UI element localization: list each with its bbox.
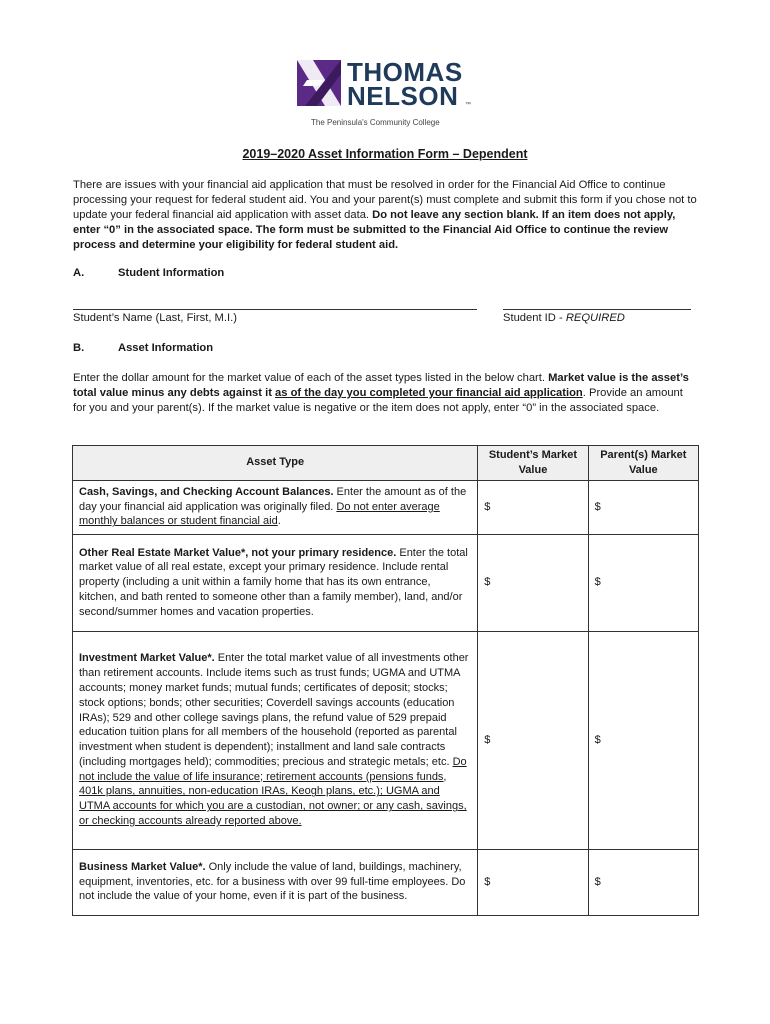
section-b-title: Asset Information <box>118 342 214 354</box>
student-id-input[interactable] <box>503 309 691 310</box>
asset-instructions-bold: Market value is the asset’s total value minus any debts against it <box>73 372 689 399</box>
table-header-row <box>73 446 699 481</box>
asset-heading: Investment Market Value*. <box>79 652 215 665</box>
table-row <box>73 534 699 631</box>
section-a-letter: A. <box>73 267 85 279</box>
asset-heading: Other Real Estate Market Value*, not your primary residence. <box>79 546 397 559</box>
parent-value-field[interactable]: $ <box>588 480 698 534</box>
college-logo <box>297 58 477 130</box>
asset-heading: Business Market Value*. <box>79 860 206 873</box>
form-title: 2019–2020 Asset Information Form – Dependent <box>242 147 528 161</box>
asset-instructions-tail: . Provide an amount for you and your parent(s). If the market value is negative or the item does not apply, enter “0” in the associated space. <box>73 387 683 414</box>
intro-text: There are issues with your financial aid application that must be resolved in order for the Financial Aid Office to continue processing your request for federal student aid. You and your parent(s) must complete and submit this form if you chose not to update your federal financial aid application with asset data. <box>73 179 697 221</box>
section-b-letter: B. <box>73 342 85 354</box>
section-a-title: Student Information <box>118 267 225 279</box>
student-name-input[interactable] <box>73 309 477 310</box>
asset-heading: Cash, Savings, and Checking Account Balances. <box>79 485 334 498</box>
asset-text: Enter the total market value of all real estate, except your primary residence. Include rental property (including a unit within a family home that has its own entrance, kitchen, and bath rented to someone other than a family member), land, and/or second/summer homes and vacation properties. <box>79 546 468 618</box>
intro-bold-text: Do not leave any section blank. If an item does not apply, enter “0” in the associated space. The form must be submitted to the Financial Aid Office to continue the review process and determine your eligibility for federal student aid. <box>73 209 676 251</box>
asset-text: Only include the value of land, buildings, machinery, equipment, inventories, etc. for a business with over 99 full-time employees. Do not include the value of your home, even if it is part of the business. <box>79 860 466 903</box>
table-row <box>73 480 699 534</box>
header-student-market-value: Student’s Market Value <box>478 446 588 481</box>
student-id-label <box>503 312 625 324</box>
student-id-required: REQUIRED <box>565 312 625 324</box>
asset-instructions-bold-underlined: as of the day you completed your financial aid application <box>275 387 583 399</box>
asset-note-underlined: Do not include the value of life insurance; retirement accounts (pensions funds, 401k plans, annuities, non-education IRAs, Keogh plans, etc.); UGMA and UTMA accounts for which you are a custodian, not owner; or any cash, savings, or checking accounts already reported above. <box>79 755 467 828</box>
asset-instructions <box>73 371 699 416</box>
student-name-label: Student’s Name (Last, First, M.I.) <box>73 312 237 324</box>
intro-paragraph <box>73 178 699 253</box>
student-value-field[interactable]: $ <box>478 534 588 631</box>
table-row <box>73 631 699 849</box>
parent-value-field[interactable]: $ <box>588 631 698 849</box>
asset-description <box>73 480 478 534</box>
student-value-field[interactable]: $ <box>478 480 588 534</box>
logo-tagline: The Peninsula's Community College <box>311 118 440 127</box>
asset-note-underlined: Do not enter average monthly balances or student financial aid <box>79 500 440 528</box>
student-id-label-text: Student ID - <box>503 312 566 324</box>
header-asset-type: Asset Type <box>73 446 478 481</box>
parent-value-field[interactable]: $ <box>588 534 698 631</box>
student-value-field[interactable]: $ <box>478 631 588 849</box>
asset-tail: . <box>277 515 281 528</box>
asset-instructions-text: Enter the dollar amount for the market value of each of the asset types listed in the below chart. <box>73 372 549 384</box>
asset-description <box>73 849 478 915</box>
thomas-nelson-logo-mark-icon <box>297 60 341 106</box>
logo-trademark: ™ <box>465 102 471 108</box>
table-row <box>73 849 699 915</box>
asset-text: Enter the amount as of the day your financial aid application was originally filed. <box>79 485 467 513</box>
asset-description <box>73 631 478 849</box>
asset-table <box>72 445 699 916</box>
asset-text: Enter the total market value of all investments other than retirement accounts. Include items such as trust funds; UGMA and UTMA accounts; money market funds; mutual funds; certificates of deposit; stocks; stock options; bonds; other securities; Coverdell savings accounts (education IRAs); 529 and other college savings plans, the refund value of 529 prepaid education tuition plans for all members of the household (reported as parental investment when student is dependent); installment and land sale contracts (including mortgages held); commodities; precious and strategic metals; etc. <box>79 652 469 768</box>
header-parent-market-value: Parent(s) Market Value <box>588 446 698 481</box>
logo-word-nelson: NELSON <box>347 81 459 111</box>
student-value-field[interactable]: $ <box>478 849 588 915</box>
asset-description <box>73 534 478 631</box>
parent-value-field[interactable]: $ <box>588 849 698 915</box>
logo-word-thomas: THOMAS <box>347 57 463 87</box>
